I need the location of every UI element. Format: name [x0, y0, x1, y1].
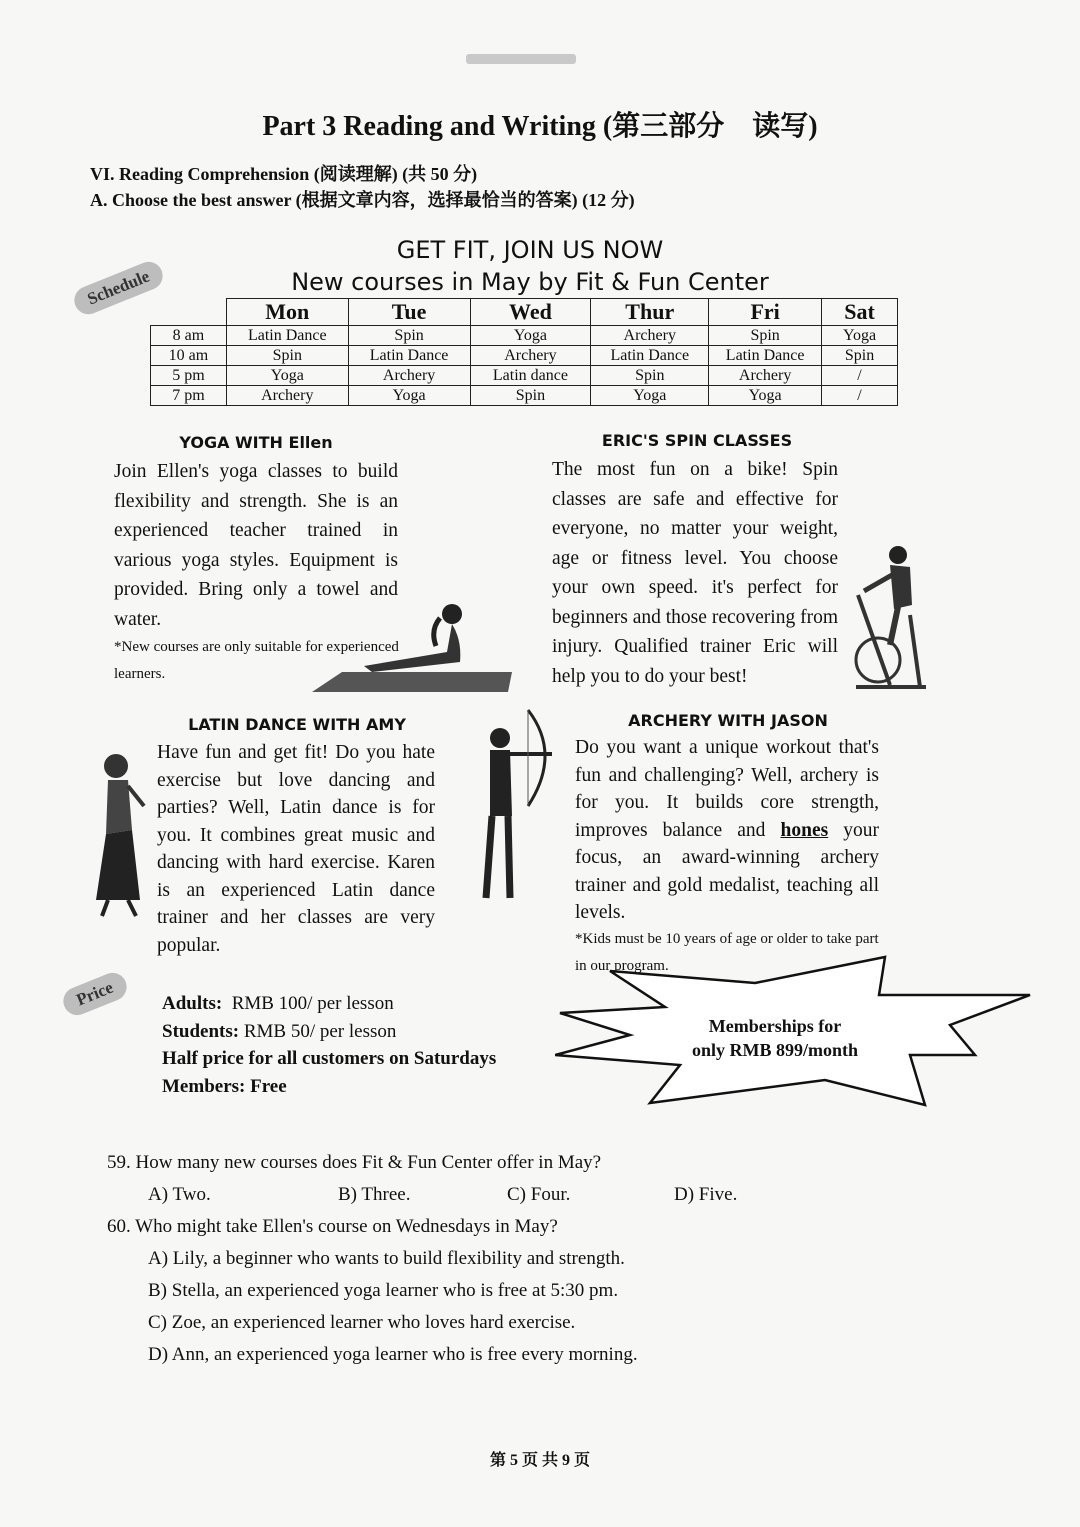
schedule-stamp: Schedule — [70, 258, 167, 319]
students-value: RMB 50/ per lesson — [243, 1020, 397, 1042]
yoga-hair — [434, 618, 440, 646]
ad-title: GET FIT, JOIN US NOW — [396, 236, 664, 264]
part-title: Part 3 Reading and Writing (第三部分 读写) — [262, 111, 818, 142]
schedule-row — [151, 346, 898, 366]
price-half: Half price for all customers on Saturdays — [162, 1048, 497, 1069]
archer-illustration — [470, 706, 560, 906]
price-stamp: Price — [59, 969, 130, 1020]
question-60-option-b[interactable]: B) Stella, an experienced yoga learner who is free at 5:30 pm. — [148, 1280, 619, 1301]
course-cell: Spin — [226, 346, 348, 366]
course-cell: Latin Dance — [226, 326, 348, 346]
yoga-head — [442, 604, 462, 624]
day-header: Tue — [348, 299, 470, 326]
course-cell: Archery — [470, 346, 591, 366]
time-cell: 8 am — [151, 326, 227, 346]
schedule-table — [150, 298, 898, 406]
course-cell: / — [822, 366, 898, 386]
day-header: Wed — [470, 299, 591, 326]
question-59-stem: 59. How many new courses does Fit & Fun Center offer in May? — [107, 1152, 602, 1173]
adults-value: RMB 100/ per lesson — [231, 993, 394, 1014]
question-60-stem: 60. Who might take Ellen's course on Wednesdays in May? — [107, 1216, 558, 1237]
course-cell: Latin Dance — [348, 346, 470, 366]
spin-text: The most fun on a bike! Spin classes are safe and effective for everyone, no matter your weight, age or fitness level. You choose your own speed. it's perfect for beginners and those recovering from injury. Qualified trainer Eric will help you to do your best! — [552, 459, 838, 687]
yoga-figure-illustration — [312, 600, 517, 695]
price-students — [162, 1018, 496, 1046]
day-header: Thur — [591, 299, 709, 326]
day-header: Fri — [709, 299, 822, 326]
yoga-mat — [312, 672, 512, 692]
dancer-illustration — [88, 750, 150, 920]
time-cell: 10 am — [151, 346, 227, 366]
students-label: Students: — [162, 1020, 240, 1042]
course-cell: Archery — [348, 366, 470, 386]
course-cell: Yoga — [709, 386, 822, 406]
latin-title: LATIN DANCE WITH AMY — [188, 715, 406, 734]
archery-text — [575, 734, 879, 927]
price-members: Members: Free — [162, 1075, 287, 1097]
question-59-option-c[interactable]: C) Four. — [507, 1184, 571, 1205]
price-list — [162, 990, 496, 1100]
yoga-text: Join Ellen's yoga classes to build flexibility and strength. She is an experienced teacher trained in various yoga styles. Equipment is provided. Bring only a towel and water. — [114, 461, 398, 630]
question-60-option-a[interactable]: A) Lily, a beginner who wants to build flexibility and strength. — [148, 1248, 625, 1269]
yoga-note: *New courses are only suitable for experienced learners. — [114, 639, 399, 682]
question-60-option-d[interactable]: D) Ann, an experienced yoga learner who is free every morning. — [148, 1344, 638, 1365]
section-a-instruction: A. Choose the best answer (根据文章内容，选择最恰当的答案) (12 分) — [90, 190, 635, 210]
membership-offer — [660, 1014, 890, 1062]
course-cell: Archery — [226, 386, 348, 406]
membership-line1: Memberships for — [708, 1016, 842, 1036]
archery-underlined-word: hones — [780, 819, 829, 841]
section-vi-heading: VI. Reading Comprehension (阅读理解) (共 50 分) — [90, 164, 478, 184]
archery-text-part1: Do you want a unique workout that's fun and challenging? Well, archery is for you. It builds core strength, improves balance and — [575, 737, 879, 841]
membership-line2: only RMB 899/month — [691, 1040, 859, 1060]
ad-subtitle: New courses in May by Fit & Fun Center — [291, 268, 769, 296]
top-scan-mark — [466, 54, 576, 64]
schedule-corner — [151, 299, 227, 326]
course-cell: Archery — [709, 366, 822, 386]
schedule-header-row — [151, 299, 898, 326]
course-cell: Yoga — [226, 366, 348, 386]
course-cell: Latin Dance — [591, 346, 709, 366]
adults-label: Adults: — [162, 993, 223, 1014]
latin-text: Have fun and get fit! Do you hate exercise but love dancing and parties? Well, Latin dance is for you. It combines great music and dancing with hard exercise. Karen is an experienced Latin dance trainer and her classes are very popular. — [157, 742, 435, 956]
course-cell: / — [822, 386, 898, 406]
time-cell: 7 pm — [151, 386, 227, 406]
course-cell: Yoga — [591, 386, 709, 406]
day-header: Mon — [226, 299, 348, 326]
course-cell: Yoga — [470, 326, 591, 346]
course-cell: Spin — [591, 366, 709, 386]
question-59-option-a[interactable]: A) Two. — [148, 1184, 211, 1205]
spin-bike-illustration — [850, 545, 930, 695]
course-cell: Archery — [591, 326, 709, 346]
course-cell: Spin — [709, 326, 822, 346]
question-60-option-c[interactable]: C) Zoe, an experienced learner who loves hard exercise. — [148, 1312, 576, 1333]
schedule-row — [151, 366, 898, 386]
course-cell: Yoga — [822, 326, 898, 346]
spin-title: ERIC'S SPIN CLASSES — [601, 431, 793, 450]
price-adults — [162, 990, 496, 1018]
archery-note: *Kids must be 10 years of age or older to take part in our program. — [575, 931, 879, 974]
yoga-title: YOGA WITH Ellen — [179, 433, 333, 452]
day-header: Sat — [822, 299, 898, 326]
yoga-body — [364, 624, 460, 672]
course-cell: Latin Dance — [709, 346, 822, 366]
course-cell: Spin — [822, 346, 898, 366]
schedule-row — [151, 386, 898, 406]
archery-title: ARCHERY WITH JASON — [628, 711, 828, 730]
question-59-option-b[interactable]: B) Three. — [338, 1184, 411, 1205]
time-cell: 5 pm — [151, 366, 227, 386]
course-cell: Yoga — [348, 386, 470, 406]
course-cell: Spin — [470, 386, 591, 406]
page-footer: 第 5 页 共 9 页 — [489, 1452, 590, 1469]
schedule-row — [151, 326, 898, 346]
course-cell: Spin — [348, 326, 470, 346]
question-59-option-d[interactable]: D) Five. — [674, 1184, 738, 1205]
course-cell: Latin dance — [470, 366, 591, 386]
archery-text-part2: your focus, an award-winning archery trainer and gold medalist, teaching all levels. — [575, 819, 880, 923]
